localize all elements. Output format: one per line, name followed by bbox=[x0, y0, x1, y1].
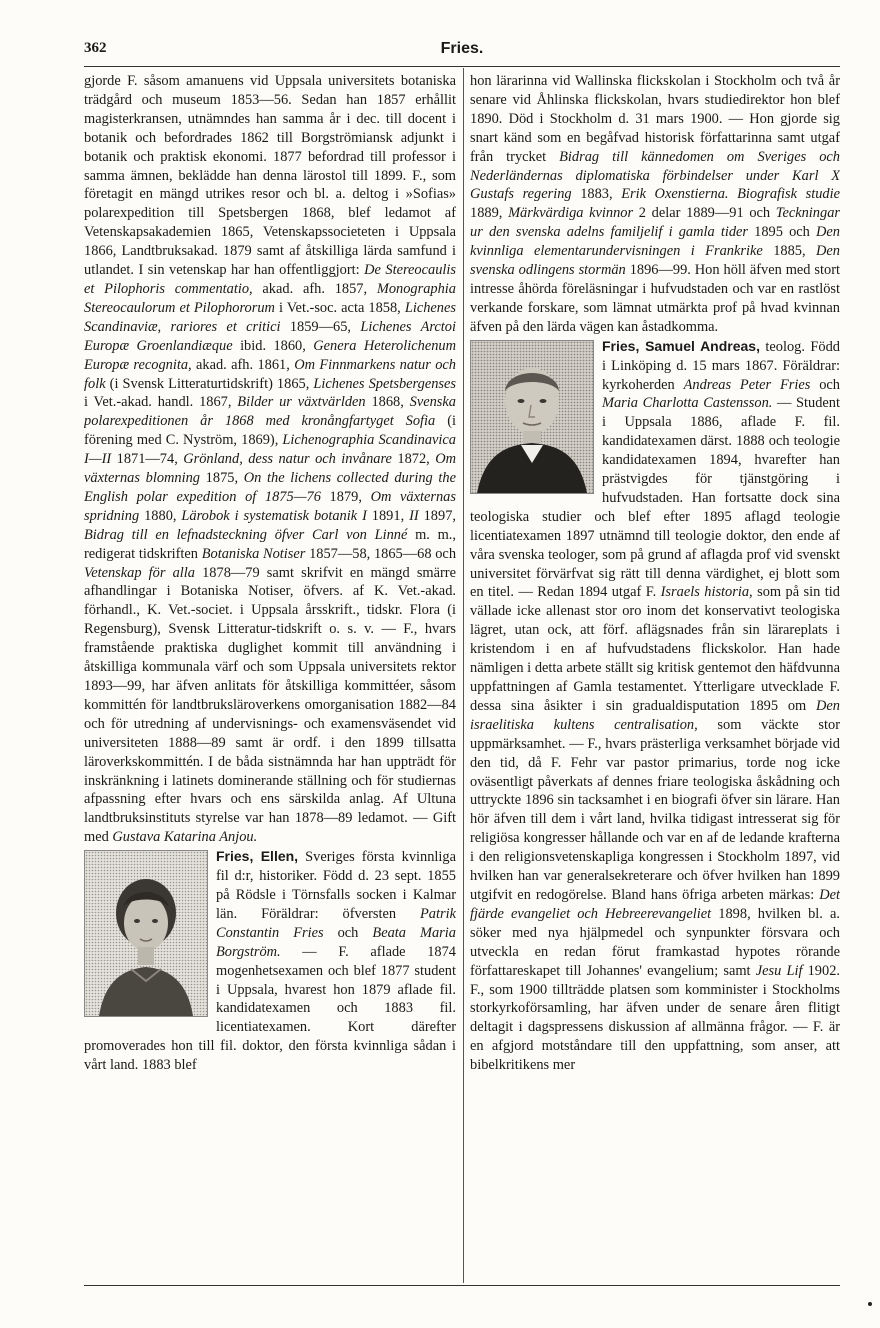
entry-continuation-right: hon lärarinna vid Wallinska flickskolan i Stockholm och två år senare vid Åhlinska flickskolan, hvars studiedirektor hon blef 1890. Död i Stockholm d. 31 mars 1900. — Hon gjorde sig snart känd som en begåfvad historisk författarinna samt utgaf från trycket Bidrag till kännedomen om Sveriges och Nederländernas diplomatiska förbindelser under Karl X Gustafs regering 1883, Erik Oxenstierna. Biografisk studie 1889, Märkvärdiga kvinnor 2 delar 1889—91 och Teckningar ur den svenska adelns familjelif i gamla tider 1895 och Den kvinnliga elementarundervisningen i Frankrike 1885, Den svenska odlingens stormän 1896—99. Hon höll äfven med stort intresse åhörda föreläsningar i hufvudstaden och var en rastlöst verkande forskare, som lämnat utmärkta prof på hvad kvinnan äfven på den lärda vägen kan åstadkomma. bbox=[470, 73, 840, 335]
page-header bbox=[84, 40, 840, 64]
portrait-ellen-fries bbox=[84, 850, 208, 1017]
right-column bbox=[470, 72, 840, 1284]
entry-fries-ellen: Fries, Ellen, Sveriges första kvinnliga fil d:r, historiker. Född d. 23 sept. 1855 på Rödsle i Törnsfalls socken i Kalmar län. Föräldrar: öfversten Patrik Constantin Fries och Beata Maria Borgström. — F. aflade 1874 mogenhetsexamen och blef 1877 student i Uppsala, hvarest hon 1879 aflade fil. kandidatexamen och 1883 fil. licentiatexamen. Kort därefter promoverades hon till fil. doktor, den första kvinnliga sådan i vårt land. 1883 blef bbox=[84, 848, 456, 1074]
footer-rule bbox=[84, 1285, 840, 1286]
page-mark bbox=[868, 1302, 872, 1306]
left-column bbox=[84, 72, 456, 1284]
running-head: Fries. bbox=[440, 40, 484, 57]
entry-heading: Fries, Ellen, bbox=[216, 848, 299, 865]
entry-heading: Fries, Samuel Andreas, bbox=[602, 337, 760, 354]
entry-fries-samuel: Fries, Samuel Andreas, teolog. Född i Linköping d. 15 mars 1867. Föräldrar: kyrkoherden Andreas Peter Fries och Maria Charlotta Castensson. — Student i Uppsala 1886, aflade F. fil. kandidatexamen därst. 1888 och teologie kandidatexamen 1894, hvarefter han prästvigdes för tjänstgöring i hufvudstaden. Han fortsatte dock sina teologiska studier och blef efter 1895 aflagd teologie licentiatexamen 1897 utnämnd till teologie doktor, den ende af våra svenska teologer, som på grund af aflagda prof vid svenskt universitet förvärfvat sig rätt till denna värdighet, ej blott som en titel. — Redan 1894 utgaf F. Israels historia, som på sin tid vällade icke allenast stor oro inom det konservativt teologiska lägret, utan ock, att förf. aflägsnades från sin lärareplats i kristendom i en af hufvudstadens flickskolor. Han hade nämligen i detta arbete ställt sig kritisk gentemot den häfdvunna uppfattningen af Gamla testamentet. Ytterligare utvecklade F. dessa sina åsikter i sin gradualdisputation 1895 om Den israelitiska kultens centralisation, som väckte stor uppmärksamhet. — F., hvars prästerliga verksamhet började vid den tid, då F. Fehr var pastor primarius, torde nog icke oväsentligt påverkats af dennes friare teologiska åskådning och uttryckte 1896 sin tacksamhet i en biografi öfver sin lärare. Han hör äfven till dem i vårt land, hvilka tidigast intresserat sig för religiösa kongresser hållande och var en af de ledande krafterna i den religionsvetenskapliga kongressen i Stockholm 1897, vid hvilken han var generalsekreterare och öfver hvilken han 1899 utgifvit en redogörelse. Bland hans öfriga arbeten märkas: Det fjärde evangeliet och Hebreerevangeliet 1898, hvilken bl. a. söker med nya hjälpmedel och synpunkter försvara och utveckla en redan förut framkastad hypotes rörande författareskapet till Johannes' evangelium; samt Jesu Lif 1902. F., som 1900 tillträdde platsen som komminister i Stockholms storkyrkoförsamling, har äfven under de senare åren flitigt deltagit i dagspressens diskussion af allmänna frågor. — F. är en afgjord motståndare till den uppfattning, som anser, att bibelkritikens mer bbox=[470, 337, 840, 1074]
portrait-samuel-fries bbox=[470, 340, 594, 494]
column-divider bbox=[463, 68, 464, 1283]
page-number: 362 bbox=[84, 40, 107, 56]
entry-continuation-left: gjorde F. såsom amanuens vid Uppsala universitets botaniska trädgård och museum 1853—56. Sedan han 1857 erhållit magisterkransen, utnämndes han samma år i dec. till docent i botanik och befordrades 1862 till Borgströmiansk adjunkt i botanik och praktisk ekonomi. 1877 befordrad till professor i samma ämnen, beklädde han denna lärostol till 1899. F., som företagit en mängd utrikes resor och bl. a. deltog i »Sofias» polarexpedition till Spetsbergen 1868, blef ledamot af Vetenskapsakademien 1865, Vetenskapssocieteten i Uppsala 1866, Landtbruksakad. 1879 samt af åtskilliga lärda samfund i utlandet. I sin vetenskap har han offentliggjort: De Stereocaulis et Pilophoris commentatio, akad. afh. 1857, Monographia Stereocaulorum et Pilophororum i Vet.-soc. acta 1858, Lichenes Scandinaviæ, rariores et critici 1859—65, Lichenes Arctoi Europæ Groenlandiæque ibid. 1860, Genera Heterolichenum Europæ recognita, akad. afh. 1861, Om Finnmarkens natur och folk (i Svensk Litteraturtidskrift) 1865, Lichenes Spetsbergenses i Vet.-akad. handl. 1867, Bilder ur växtvärlden 1868, Svenska polarexpeditionen år 1868 med kronångfartyget Sofia (i förening med C. Nyström, 1869), Lichenographia Scandinavica I—II 1871—74, Grönland, dess natur och invånare 1872, Om växternas blomning 1875, On the lichens collected during the English polar expedition of 1875—76 1879, Om växternas spridning 1880, Lärobok i systematisk botanik I 1891, II 1897, Bidrag till en lefnadsteckning öfver Carl von Linné m. m., redigerat tidskriften Botaniska Notiser 1857—58, 1865—68 och Vetenskap för alla 1878—79 samt skrifvit en mängd smärre afhandlingar i Botaniska Notiser, öfvers. af K. Vet.-akad. förhandl., K. Vet.-societ. i Uppsala årsskrift., tidskr. Flora (i Regensburg), Svensk Litteratur-tidskrift o. s. v. — F., hvars framstående praktiska duglighet kommit till användning i åtskilliga kommunala värf och som Uppsala universitets rektor 1893—99, har äfven anlitats för åtskilliga kommittéer, såsom kommittén för landtbruksläroverkens omorganisation 1882—84 och för utredning af undervisnings- och examensväsendet vid universiteten 1888—89 samt är ordf. i den 1899 tillsatta läroverkskommittén. I de båda sistnämnda har han uppträdt för inskränkning i latinets dominerande ställning och för studiernas afpassning efter hvars och ens särskilda anlag. Af Ultuna landtbruksinstituts styrelse var han 1878—89 ledamot. — Gift med Gustava Katarina Anjou. bbox=[84, 73, 456, 846]
header-rule bbox=[84, 66, 840, 67]
